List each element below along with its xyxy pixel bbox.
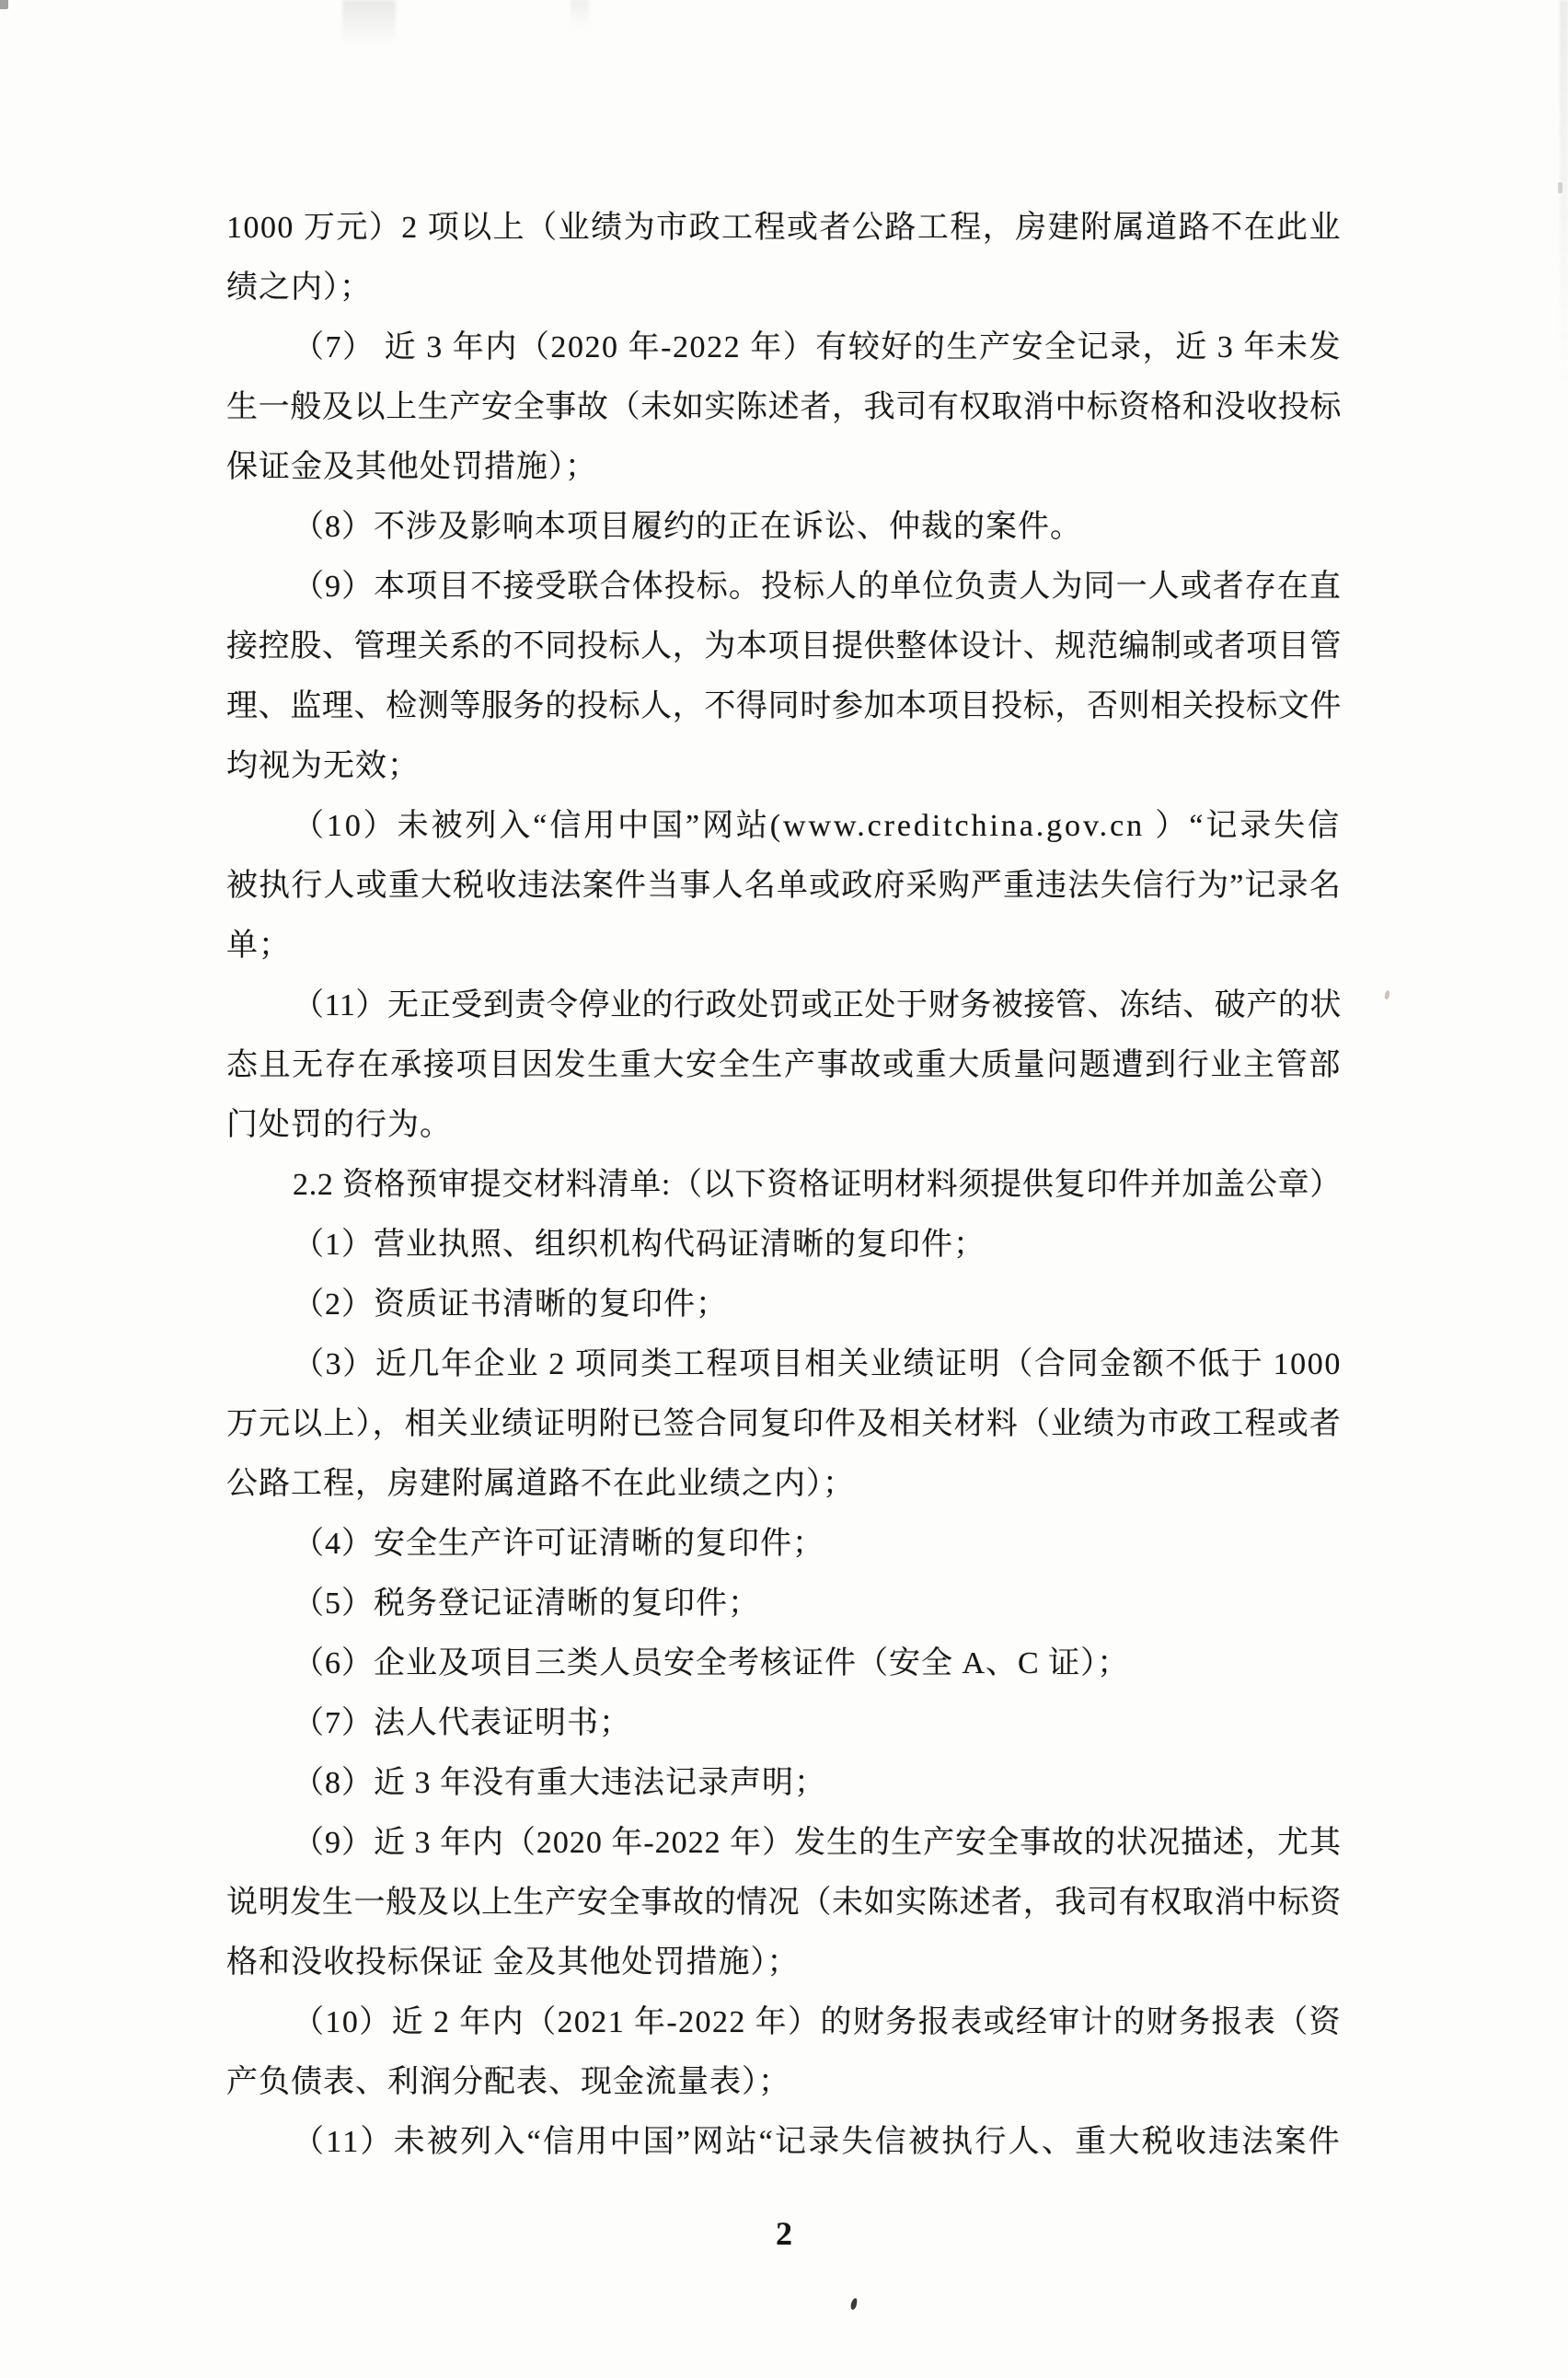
text-line: 被执行人或重大税收违法案件当事人名单或政府采购严重违法失信行为”记录名 <box>226 869 1342 903</box>
text-line: （1）营业执照、组织机构代码证清晰的复印件； <box>293 1228 986 1262</box>
text-line: 1000 万元）2 项以上（业绩为市政工程或者公路工程，房建附属道路不在此业 <box>226 211 1342 245</box>
text-line: （11）无正受到责令停业的行政处罚或正处于财务被接管、冻结、破产的状 <box>293 988 1342 1022</box>
text-line: 门处罚的行为。 <box>226 1108 452 1142</box>
text-line: （9）本项目不接受联合体投标。投标人的单位负责人为同一人或者存在直 <box>293 570 1342 604</box>
scan-speck-right-edge <box>1558 182 1562 193</box>
text-line: 说明发生一般及以上生产安全事故的情况（未如实陈述者，我司有权取消中标资 <box>226 1886 1342 1920</box>
text-line: （6）企业及项目三类人员安全考核证件（安全 A、C 证）； <box>293 1646 1130 1680</box>
text-line: 态且无存在承接项目因发生重大安全生产事故或重大质量问题遭到行业主管部 <box>226 1048 1342 1082</box>
text-line: 保证金及其他处罚措施）； <box>226 450 597 484</box>
scan-speck-middle <box>1384 990 1390 1000</box>
scan-speck-bottom <box>850 2297 859 2310</box>
text-line: 万元以上），相关业绩证明附已签合同复印件及相关材料（业绩为市政工程或者 <box>226 1407 1342 1441</box>
text-line: （8）不涉及影响本项目履约的正在诉讼、仲裁的案件。 <box>293 510 1082 544</box>
scan-speck-top-left <box>0 0 8 9</box>
scan-streak-top <box>342 0 396 44</box>
text-line: 格和没收投标保证 金及其他处罚措施）； <box>226 1945 800 1980</box>
text-line: 单； <box>226 929 291 963</box>
text-line: （7）法人代表证明书； <box>293 1706 631 1740</box>
text-line: 理、监理、检测等服务的投标人，不得同时参加本项目投标，否则相关投标文件 <box>226 689 1342 723</box>
scan-shade-right-edge <box>1560 0 1568 387</box>
text-line: 绩之内）； <box>226 271 372 305</box>
text-line: 产负债表、利润分配表、现金流量表）； <box>226 2065 790 2099</box>
body-text <box>226 198 1342 2172</box>
text-line: （10）近 2 年内（2021 年-2022 年）的财务报表或经审计的财务报表（资 <box>293 2005 1342 2039</box>
text-line: （2）资质证书清晰的复印件； <box>293 1287 728 1322</box>
text-line: 均视为无效； <box>226 749 420 783</box>
page-number: 2 <box>776 2215 792 2252</box>
text-line: （11）未被列入“信用中国”网站“记录失信被执行人、重大税收违法案件 <box>293 2125 1342 2159</box>
text-line: （7） 近 3 年内（2020 年-2022 年）有较好的生产安全记录，近 3 年未发 <box>293 330 1342 364</box>
text-line: 公路工程，房建附属道路不在此业绩之内）； <box>226 1467 855 1501</box>
text-line: （5）税务登记证清晰的复印件； <box>293 1587 760 1621</box>
scan-streak-top-2 <box>571 0 589 28</box>
text-line: 生一般及以上生产安全事故（未如实陈述者，我司有权取消中标资格和没收投标 <box>226 390 1342 424</box>
text-line: （4）安全生产许可证清晰的复印件； <box>293 1527 824 1561</box>
text-line: 2.2 资格预审提交材料清单:（以下资格证明材料须提供复印件并加盖公章） <box>293 1168 1342 1202</box>
text-line: （9）近 3 年内（2020 年-2022 年）发生的生产安全事故的状况描述，尤其 <box>293 1826 1342 1860</box>
text-line: 接控股、管理关系的不同投标人，为本项目提供整体设计、规范编制或者项目管 <box>226 629 1342 664</box>
text-line: （10）未被列入“信用中国”网站(www.creditchina.gov.cn ）“记录失信 <box>293 809 1342 843</box>
text-line: （3）近几年企业 2 项同类工程项目相关业绩证明（合同金额不低于 1000 <box>293 1347 1342 1381</box>
text-line: （8）近 3 年没有重大违法记录声明； <box>293 1766 826 1800</box>
